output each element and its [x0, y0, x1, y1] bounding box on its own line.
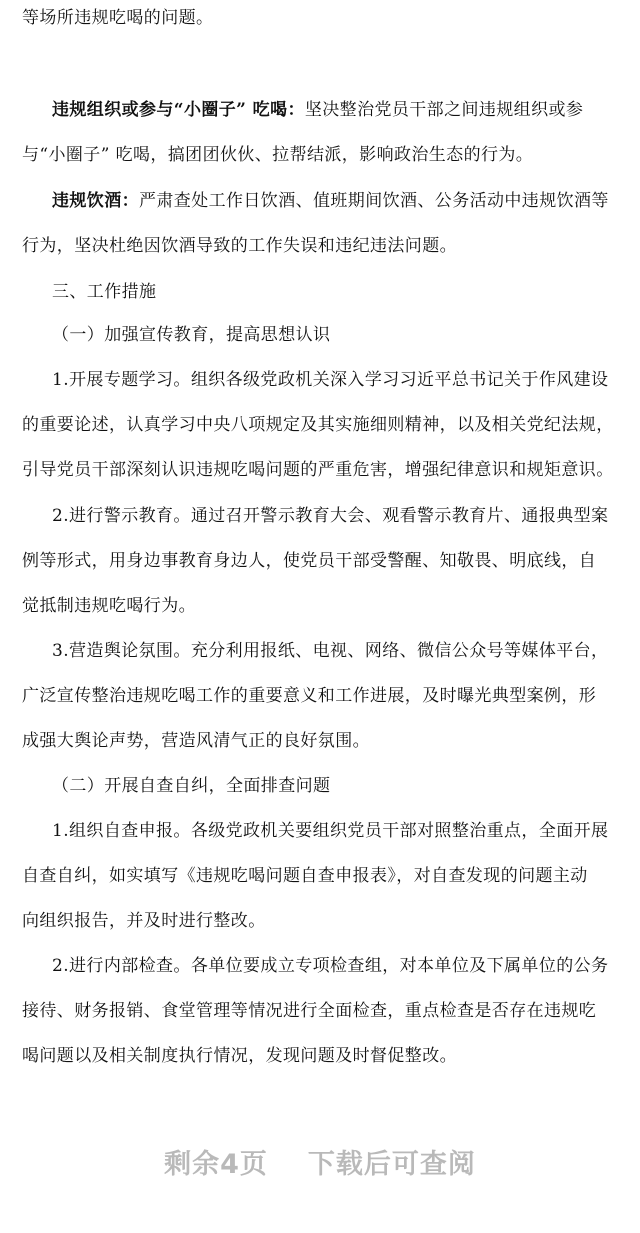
item1-line: 1.开展专题学习。组织各级党政机关深入学习习近平总书记关于作风建设	[52, 370, 609, 390]
item4-line: 自查自纠，如实填写《违规吃喝问题自查申报表》，对自查发现的问题主动	[22, 866, 588, 886]
circle-paragraph-line1	[52, 99, 622, 121]
remaining-pages-text: 剩余4页	[164, 1149, 268, 1180]
item1-line: 的重要论述，认真学习中央八项规定及其实施细则精神，以及相关党纪法规，	[22, 415, 614, 435]
item4-line: 1.组织自查申报。各级党政机关要组织党员干部对照整治重点，全面开展	[52, 821, 609, 841]
download-to-view-text: 下载后可查阅	[307, 1149, 476, 1180]
item1-line: 引导党员干部深刻认识违规吃喝问题的严重危害，增强纪律意识和规矩意识。	[22, 460, 614, 480]
circle-body-2: 与“小圈子” 吃喝，搞团团伙伙、拉帮结派，影响政治生态的行为。	[22, 145, 534, 165]
circle-body-1: 坚决整治党员干部之间违规组织或参	[304, 100, 584, 120]
item5-line: 2.进行内部检查。各单位要成立专项检查组，对本单位及下属单位的公务	[52, 956, 609, 976]
item2-line: 2.进行警示教育。通过召开警示教育大会、观看警示教育片、通报典型案	[52, 506, 609, 526]
sub2-heading: （二）开展自查自纠，全面排查问题	[52, 776, 331, 796]
item4-line: 向组织报告，并及时进行整改。	[22, 911, 266, 931]
item5-line: 喝问题以及相关制度执行情况，发现问题及时督促整改。	[22, 1046, 457, 1066]
item3-line: 3.营造舆论氛围。充分利用报纸、电视、网络、微信公众号等媒体平台，	[52, 641, 609, 661]
download-prompt[interactable]	[0, 1147, 640, 1183]
item2-line: 例等形式，用身边事教育身边人，使党员干部受警醒、知敬畏、明底线，自	[22, 551, 597, 571]
drinking-title: 违规饮酒：	[52, 191, 139, 211]
sub1-heading: （一）加强宣传教育，提高思想认识	[52, 325, 331, 345]
drinking-paragraph-line1	[52, 190, 622, 212]
section3-heading: 三、工作措施	[52, 282, 157, 302]
circle-title: 违规组织或参与“小圈子” 吃喝：	[52, 100, 305, 120]
drinking-body-1: 严肃查处工作日饮酒、值班期间饮酒、公务活动中违规饮酒等	[139, 191, 609, 211]
item2-line: 觉抵制违规吃喝行为。	[22, 596, 196, 616]
item3-line: 广泛宣传整治违规吃喝工作的重要意义和工作进展，及时曝光典型案例，形	[22, 686, 597, 706]
item5-line: 接待、财务报销、食堂管理等情况进行全面检查，重点检查是否存在违规吃	[22, 1001, 597, 1021]
drinking-body-2: 行为，坚决杜绝因饮酒导致的工作失误和违纪违法问题。	[22, 236, 457, 256]
item3-line: 成强大舆论声势，营造风清气正的良好氛围。	[22, 731, 370, 751]
top-line: 等场所违规吃喝的问题。	[22, 8, 214, 28]
